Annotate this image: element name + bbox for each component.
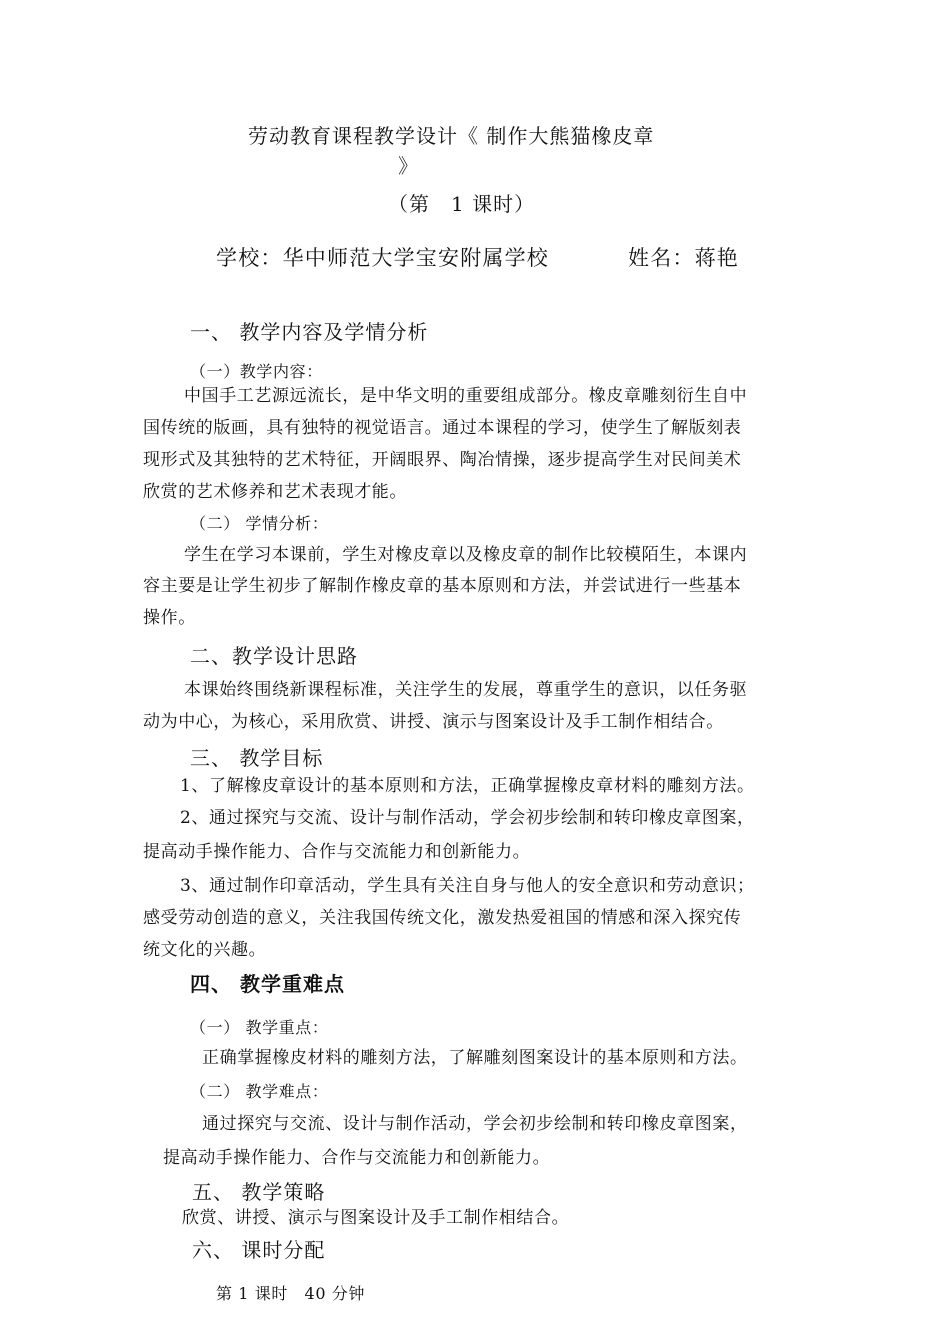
document-title-close-bracket: 》 <box>398 154 419 178</box>
paragraph-line: 容主要是让学生初步了解制作橡皮章的基本原则和方法，并尝试进行一些基本 <box>143 576 742 596</box>
paragraph-line: 提高动手操作能力、合作与交流能力和创新能力。 <box>143 842 531 862</box>
paragraph-line: 中国手工艺源远流长，是中华文明的重要组成部分。橡皮章雕刻衍生自中 <box>184 386 748 406</box>
objective-item-3: 3、通过制作印章活动，学生具有关注自身与他人的安全意识和劳动意识； <box>180 876 755 896</box>
section-1-sub-1: （一）教学内容： <box>190 362 323 381</box>
document-title: 劳动教育课程教学设计《 制作大熊猫橡皮章 <box>248 124 655 148</box>
section-3-heading: 三、 教学目标 <box>190 746 324 770</box>
paragraph-line: 国传统的版画，具有独特的视觉语言。通过本课程的学习，使学生了解版刻表 <box>143 418 742 438</box>
section-1-sub-2: （二） 学情分析： <box>190 514 329 533</box>
paragraph-line: 欣赏、讲授、演示与图案设计及手工制作相结合。 <box>182 1208 570 1228</box>
section-2-heading: 二、教学设计思路 <box>190 644 358 668</box>
school-label: 学校：华中师范大学宝安附属学校 <box>216 246 549 270</box>
paragraph-line: 现形式及其独特的艺术特征，开阔眼界、陶冶情操，逐步提高学生对民间美术 <box>143 450 742 470</box>
paragraph-line: 欣赏的艺术修养和艺术表现才能。 <box>143 482 407 502</box>
paragraph-line: 动为中心，为核心，采用欣赏、讲授、演示与图案设计及手工制作相结合。 <box>143 712 724 732</box>
lesson-allocation: 第 1 课时 40 分钟 <box>216 1284 365 1303</box>
objective-item-1: 1、了解橡皮章设计的基本原则和方法，正确掌握橡皮章材料的雕刻方法。 <box>180 776 755 796</box>
objective-item-2: 2、通过探究与交流、设计与制作活动，学会初步绘制和转印橡皮章图案， <box>180 808 755 828</box>
paragraph-line: 本课始终围绕新课程标准，关注学生的发展，尊重学生的意识，以任务驱 <box>184 680 748 700</box>
paragraph-line: 感受劳动创造的意义，关注我国传统文化，激发热爱祖国的情感和深入探究传 <box>143 908 742 928</box>
lesson-number: （第 1 课时） <box>388 192 536 216</box>
paragraph-line: 统文化的兴趣。 <box>143 940 267 960</box>
paragraph-line: 正确掌握橡皮材料的雕刻方法，了解雕刻图案设计的基本原则和方法。 <box>202 1048 748 1068</box>
section-1-heading: 一、 教学内容及学情分析 <box>190 320 429 344</box>
section-4-heading: 四、 教学重难点 <box>190 972 345 996</box>
section-4-sub-2: （二） 教学难点： <box>190 1082 329 1101</box>
section-6-heading: 六、 课时分配 <box>192 1238 326 1262</box>
paragraph-line: 学生在学习本课前，学生对橡皮章以及橡皮章的制作比较模陌生，本课内 <box>184 545 748 565</box>
section-5-heading: 五、 教学策略 <box>192 1180 326 1204</box>
paragraph-line: 操作。 <box>143 608 196 628</box>
paragraph-line: 通过探究与交流、设计与制作活动，学会初步绘制和转印橡皮章图案， <box>202 1114 748 1134</box>
paragraph-line: 提高动手操作能力、合作与交流能力和创新能力。 <box>163 1148 551 1168</box>
author-name: 姓名：蒋艳 <box>628 246 739 270</box>
section-4-sub-1: （一） 教学重点： <box>190 1018 329 1037</box>
